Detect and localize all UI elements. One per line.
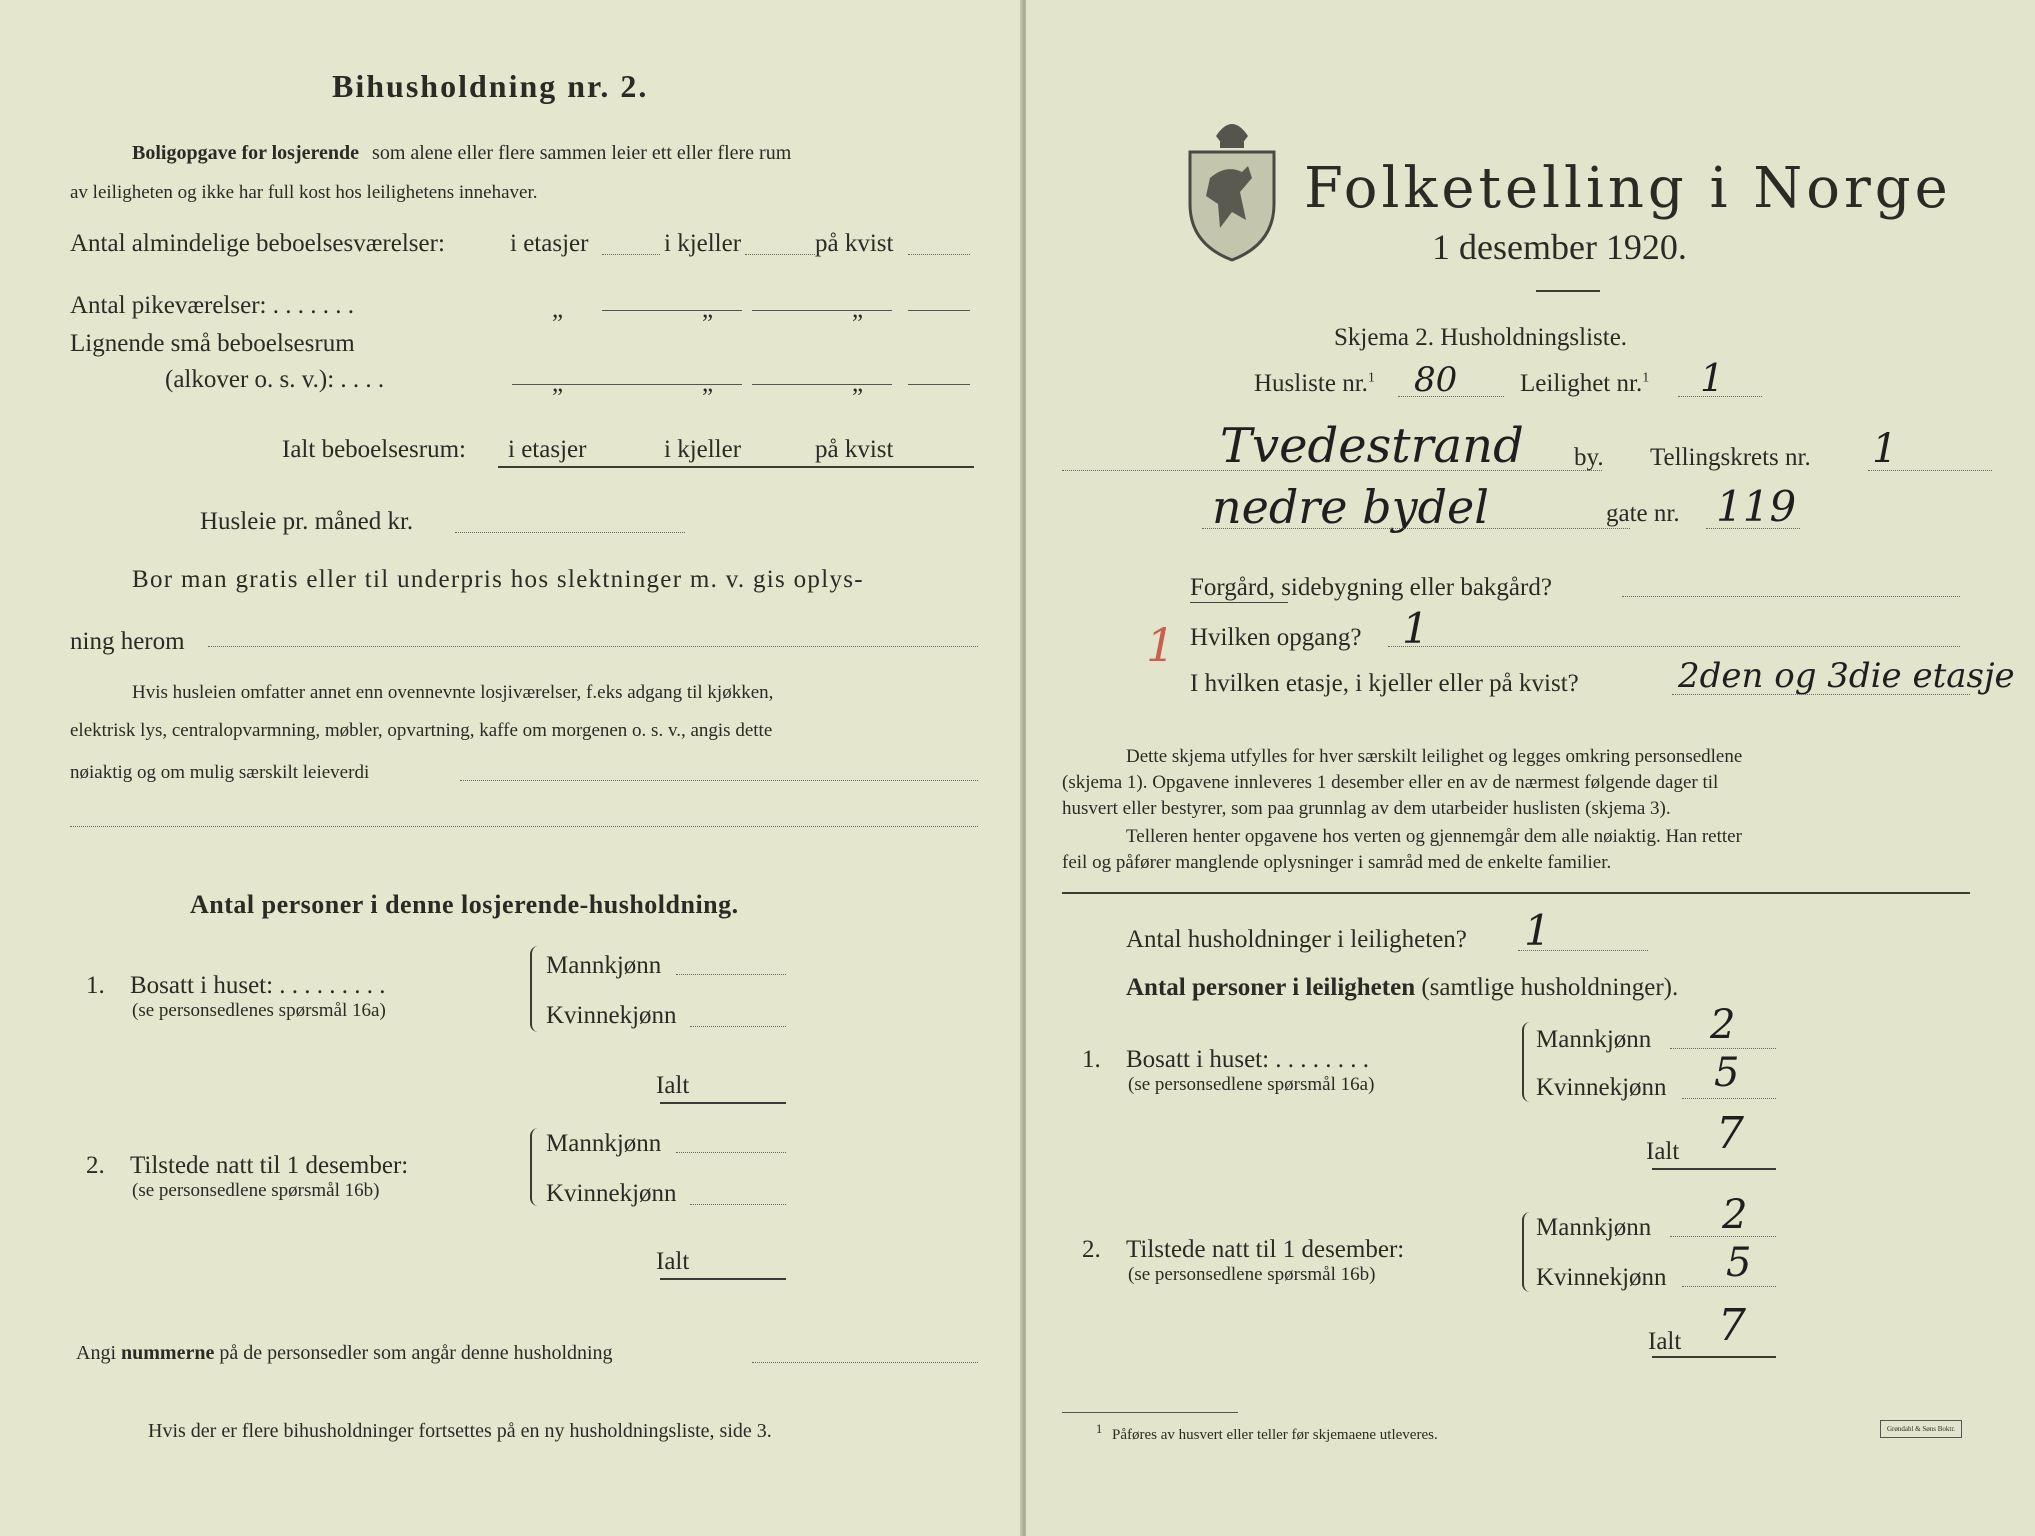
r-q2-female-field: [1682, 1286, 1776, 1287]
gratis-line2: ning herom: [70, 628, 185, 655]
households-field: [1518, 950, 1648, 951]
l-q1-male-field[interactable]: [676, 974, 786, 975]
r-q1-brace: [1522, 1022, 1534, 1102]
husliste-line: [1254, 370, 1375, 398]
l-q2-total-label: Ialt: [656, 1248, 690, 1275]
l-q2-male-label: Mannkjønn: [546, 1130, 662, 1157]
l-q2-sub: (se personsedlene spørsmål 16b): [132, 1180, 380, 1201]
pike-line-2: [752, 310, 892, 311]
husliste-footnote-mark: 1: [1367, 370, 1375, 386]
krets-label: Tellingskrets nr.: [1650, 444, 1811, 471]
coat-of-arms-icon: [1176, 108, 1288, 264]
footnote-number: 1: [1096, 1422, 1103, 1436]
street-field: [1202, 528, 1630, 529]
opgang-value[interactable]: 1: [1402, 604, 1429, 653]
r-q1-num: 1.: [1082, 1046, 1101, 1073]
footnote-text: Påføres av husvert eller teller før skjemaene utleveres.: [1112, 1427, 1438, 1443]
rooms-etasjer-field[interactable]: [602, 254, 660, 255]
footnote-line: [1096, 1422, 1438, 1444]
etasje-field: [1672, 694, 1970, 695]
pike-line-3: [908, 310, 970, 311]
leilighet-label: Leilighet nr.: [1520, 370, 1643, 397]
rent-label: Husleie pr. måned kr.: [200, 508, 414, 535]
r-q2-male-value[interactable]: 2: [1722, 1192, 1748, 1238]
rooms-etasjer-label: i etasjer: [510, 230, 589, 257]
town-value[interactable]: Tvedestrand: [1220, 418, 1524, 474]
l-q2-male-field[interactable]: [676, 1152, 786, 1153]
note-line2: elektrisk lys, centralopvarmning, møbler, opvartning, kaffe om morgenen o. s. v., angis dette: [70, 720, 773, 741]
alkover-line-2: [752, 384, 892, 385]
pike-label: Antal pikeværelser: . . . . . . .: [70, 292, 354, 319]
leilighet-field: [1678, 396, 1762, 397]
r-persons-rest: (samtlige husholdninger).: [1421, 974, 1679, 1001]
numbers-field[interactable]: [752, 1362, 978, 1363]
r-q2-label: Tilstede natt til 1 desember:: [1126, 1236, 1405, 1263]
gratis-line1: Bor man gratis eller til underpris hos slektninger m. v. gis oplys-: [132, 566, 864, 593]
l-q2-num: 2.: [86, 1152, 105, 1179]
footnote-rule: [1062, 1412, 1238, 1413]
total-kvist-label: på kvist: [815, 436, 894, 463]
town-field: [1062, 470, 1602, 471]
husliste-label: Husliste nr.: [1254, 370, 1368, 397]
l-q1-total-line: [660, 1102, 786, 1104]
r-q2-total-line: [1652, 1356, 1776, 1358]
alkover-ditto-3: „: [852, 370, 864, 397]
instr-line2: (skjema 1). Opgavene innleveres 1 desember eller en av de nærmest følgende dager til: [1062, 772, 1719, 793]
instr-line5: feil og påfører manglende oplysninger i samråd med de enkelte familier.: [1062, 852, 1612, 873]
l-q1-label: Bosatt i huset: . . . . . . . . .: [130, 972, 386, 999]
pike-ditto-1: „: [552, 296, 564, 323]
leilighet-footnote-mark: 1: [1642, 370, 1650, 386]
l-q1-male-label: Mannkjønn: [546, 952, 662, 979]
r-q2-male-field: [1670, 1236, 1776, 1237]
note-field-extra[interactable]: [70, 826, 978, 827]
r-q1-label: Bosatt i huset: . . . . . . . .: [1126, 1046, 1370, 1073]
l-q1-brace: [530, 946, 542, 1032]
opgang-field: [1388, 646, 1960, 647]
alkover-ditto-2: „: [702, 370, 714, 397]
margin-red-mark: 1: [1146, 618, 1176, 672]
krets-field: [1868, 470, 1992, 471]
alkover-label: (alkover o. s. v.): . . . .: [165, 366, 385, 393]
r-persons-heading: [1126, 974, 1678, 1002]
r-q1-total-label: Ialt: [1646, 1138, 1680, 1165]
left-intro-line1: [132, 142, 791, 165]
l-q2-label: Tilstede natt til 1 desember:: [130, 1152, 409, 1179]
street-value[interactable]: nedre bydel: [1212, 480, 1489, 534]
l-q1-female-field[interactable]: [690, 1026, 786, 1027]
r-q2-female-value[interactable]: 5: [1726, 1240, 1752, 1286]
forgard-underline: [1190, 602, 1288, 603]
rent-field[interactable]: [455, 532, 685, 533]
etasje-value[interactable]: 2den og 3die etasje: [1678, 656, 2015, 696]
alkover-ditto-1: „: [552, 370, 564, 397]
small-rooms-label: Lignende små beboelsesrum: [70, 330, 355, 357]
gate-label: gate nr.: [1606, 500, 1680, 527]
instructions-rule: [1062, 892, 1970, 894]
instr-line1: Dette skjema utfylles for hver særskilt leilighet og legges omkring personsedlene: [1126, 746, 1743, 767]
r-q2-total-label: Ialt: [1648, 1328, 1682, 1355]
left-title: Bihusholdning nr. 2.: [332, 68, 649, 104]
building-field[interactable]: [1622, 596, 1960, 597]
r-q1-total-line: [1652, 1168, 1776, 1170]
instr-line3: husvert eller bestyrer, som paa grunnlag av dem utarbeider huslisten (skjema 3).: [1062, 798, 1671, 819]
printer-stamp: Grøndahl & Søns Boktr.: [1880, 1420, 1962, 1438]
husliste-value[interactable]: 80: [1414, 360, 1458, 400]
numbers-bold: nummerne: [121, 1342, 215, 1364]
r-q2-sub: (se personsedlene spørsmål 16b): [1128, 1264, 1376, 1285]
households-label: Antal husholdninger i leiligheten?: [1126, 926, 1467, 953]
husliste-field: [1398, 396, 1504, 397]
rooms-kvist-field[interactable]: [908, 254, 970, 255]
r-q1-sub: (se personsedlene spørsmål 16a): [1128, 1074, 1375, 1095]
r-q2-female-label: Kvinnekjønn: [1536, 1264, 1667, 1291]
l-q1-female-label: Kvinnekjønn: [546, 1002, 677, 1029]
households-value[interactable]: 1: [1524, 906, 1551, 955]
alkover-line-3: [908, 384, 970, 385]
numbers-rest: på de personsedler som angår denne husholdning: [219, 1342, 613, 1364]
by-label: by.: [1574, 444, 1604, 471]
leilighet-line: [1520, 370, 1649, 398]
total-etasjer-label: i etasjer: [508, 436, 587, 463]
left-intro-line2: av leiligheten og ikke har full kost hos leilighetens innehaver.: [70, 182, 538, 203]
right-date: 1 desember 1920.: [1432, 227, 1687, 267]
l-q2-female-field[interactable]: [690, 1204, 786, 1205]
r-q1-male-value[interactable]: 2: [1710, 1002, 1736, 1048]
note-line1: Hvis husleien omfatter annet enn ovennevnte losjiværelser, f.eks adgang til kjøkken,: [132, 682, 774, 703]
note-field[interactable]: [460, 780, 978, 781]
pike-ditto-2: „: [702, 296, 714, 323]
building-label: Forgård, sidebygning eller bakgård?: [1190, 574, 1552, 601]
right-page-husholdningsliste: [1026, 0, 2035, 1536]
r-q1-total-value[interactable]: 7: [1716, 1108, 1744, 1159]
gate-value[interactable]: 119: [1716, 482, 1797, 531]
r-q1-male-label: Mannkjønn: [1536, 1026, 1652, 1053]
numbers-pre: Angi: [76, 1342, 116, 1364]
l-q1-total-label: Ialt: [656, 1072, 690, 1099]
r-q1-female-field: [1682, 1098, 1776, 1099]
total-rooms-line: [498, 466, 974, 468]
total-kjeller-label: i kjeller: [664, 436, 742, 463]
instr-line4: Telleren henter opgavene hos verten og gjennemgår dem alle nøiaktig. Han retter: [1126, 826, 1742, 847]
note-line3: nøiaktig og om mulig særskilt leieverdi: [70, 762, 370, 783]
etasje-label: I hvilken etasje, i kjeller eller på kvist?: [1190, 670, 1579, 697]
r-q1-female-label: Kvinnekjønn: [1536, 1074, 1667, 1101]
r-q2-num: 2.: [1082, 1236, 1101, 1263]
l-q2-total-line: [660, 1278, 786, 1280]
left-footer: Hvis der er flere bihusholdninger fortsettes på en ny husholdningsliste, side 3.: [148, 1420, 772, 1442]
r-q2-total-value[interactable]: 7: [1718, 1300, 1746, 1351]
gate-field: [1706, 528, 1800, 529]
persons-heading: Antal personer i denne losjerende-husholdning.: [190, 890, 739, 919]
r-persons-bold: Antal personer i leiligheten: [1126, 974, 1416, 1001]
l-q1-num: 1.: [86, 972, 105, 999]
krets-value[interactable]: 1: [1872, 426, 1898, 472]
intro-rest: som alene eller flere sammen leier ett eller flere rum: [372, 142, 792, 164]
r-q2-male-label: Mannkjønn: [1536, 1214, 1652, 1241]
numbers-line: [76, 1342, 613, 1365]
r-q2-brace: [1522, 1212, 1534, 1292]
date-rule: [1536, 290, 1600, 292]
rooms-kvist-label: på kvist: [815, 230, 894, 257]
rooms-label: Antal almindelige beboelsesværelser:: [70, 230, 445, 257]
opgang-label: Hvilken opgang?: [1190, 624, 1362, 651]
pike-ditto-3: „: [852, 296, 864, 323]
pike-line-1: [602, 310, 742, 311]
schema-label: Skjema 2. Husholdningsliste.: [1334, 324, 1628, 351]
l-q1-sub: (se personsedlenes spørsmål 16a): [132, 1000, 386, 1021]
l-q2-female-label: Kvinnekjønn: [546, 1180, 677, 1207]
total-rooms-label: Ialt beboelsesrum:: [282, 436, 466, 463]
r-q1-male-field: [1670, 1048, 1776, 1049]
right-title: Folketelling i Norge: [1304, 156, 1952, 221]
rooms-kjeller-label: i kjeller: [664, 230, 742, 257]
gratis-field[interactable]: [208, 646, 978, 647]
leilighet-value[interactable]: 1: [1700, 356, 1725, 400]
intro-bold: Boligopgave for losjerende: [132, 142, 360, 164]
l-q2-brace: [530, 1128, 542, 1206]
rooms-kjeller-field[interactable]: [745, 254, 815, 255]
r-q1-female-value[interactable]: 5: [1714, 1050, 1740, 1096]
